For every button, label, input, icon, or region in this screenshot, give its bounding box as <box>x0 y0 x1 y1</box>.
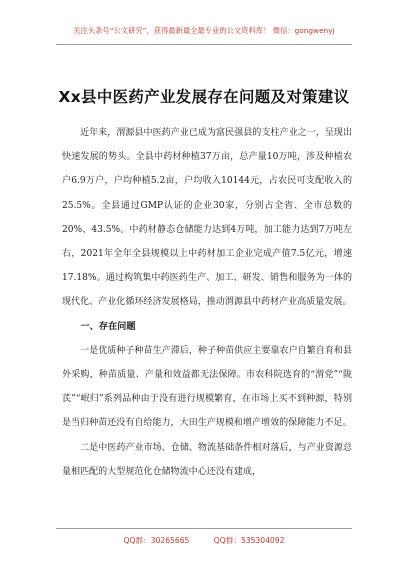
document-body <box>62 121 352 484</box>
header-divider <box>56 44 352 45</box>
footer-contact <box>0 535 408 546</box>
section-heading-problems: 一、存在问题 <box>80 320 136 332</box>
footer-divider <box>56 528 352 529</box>
footer-qq-group-2: QQ群：535304092 <box>213 536 285 545</box>
footer-qq-group-1: QQ群：30265665 <box>123 536 190 545</box>
problem-paragraph-2: 二是中医药产业市场、仓储、物流基础条件相对落后，与产业资源总量相匹配的大型规范化仓储物流中心还没有建成， <box>62 442 352 477</box>
document-title: Xx县中医药产业发展存在问题及对策建议 <box>58 88 350 106</box>
intro-paragraph: 近年来，渭源县中医药产业已成为富民强县的支柱产业之一，呈现出快速发展的势头。全县中药材种植37万亩，总产量10万吨，涉及种植农户6.9万户，户均种植5.2亩，户均收入10144元，占农民可支配收入的25.5%。全县通过GMP认证的企业30家，分别占全省、全市总数的20%、43.5%。中药材静态仓储能力达到4万吨，加工能力达到7万吨左右，2021年全年全县规模以上中药材加工企业完成产值7.5亿元，增速17.18%。通过构筑集中药医药生产、加工、研发、销售和服务为一体的现代化、产业化循环经济发展格局，推动渭源县中药材产业高质量发展。 <box>62 128 352 308</box>
header-promo-note: 关注头条号“公文研究”，获得最新最全最专业的公文资料库！ 微信：gongwenyj <box>73 26 335 35</box>
problem-paragraph-1: 一是优质种子种苗生产滞后，种子种苗供应主要靠农户自繁自育和县外采购，种苗质量、产量和效益都无法保障。市农科院选育的“渭党”“陇芪”“岷归”系列品种由于没有进行规模繁育，在市场上买不到种源，特别是当归种苗还没有自给能力，大田生产规模和增产增效的保障能力不足。 <box>62 345 352 429</box>
